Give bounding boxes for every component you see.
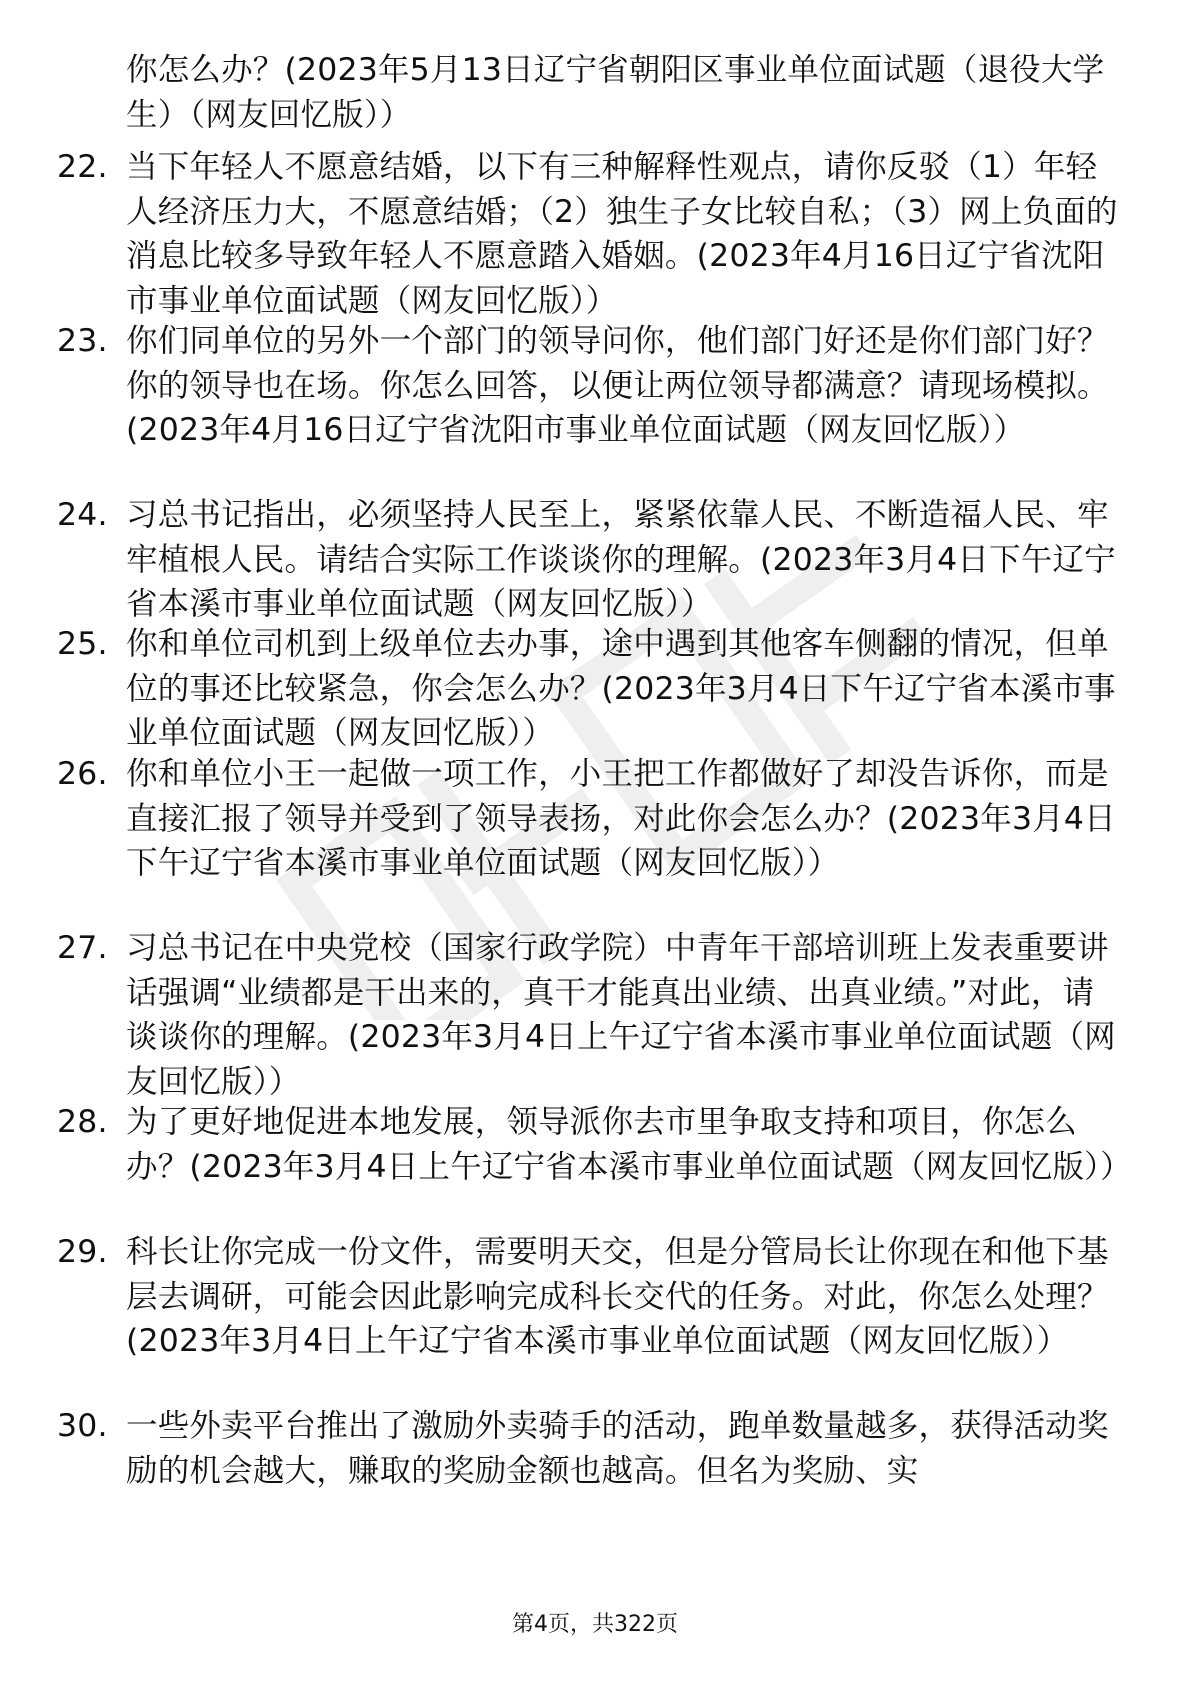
question-number: 27.: [57, 930, 108, 966]
question-number: 30.: [57, 1408, 108, 1444]
question-number: 26.: [57, 756, 108, 792]
question-text: 一些外卖平台推出了激励外卖骑手的活动，跑单数量越多，获得活动奖励的机会越大，赚取的奖励金额也越高。但名为奖励、实: [126, 1408, 1109, 1489]
question-text: 当下年轻人不愿意结婚，以下有三种解释性观点，请你反驳（1）年轻人经济压力大，不愿意结婚；（2）独生子女比较自私；（3）网上负面的消息比较多导致年轻人不愿意踏入婚姻。(2023年4月16日辽宁省沈阳市事业单位面试题（网友回忆版））: [126, 149, 1118, 319]
question-text: 习总书记指出，必须坚持人民至上，紧紧依靠人民、不断造福人民、牢牢植根人民。请结合实际工作谈谈你的理解。(2023年3月4日下午辽宁省本溪市事业单位面试题（网友回忆版））: [126, 497, 1116, 622]
question-text: 为了更好地促进本地发展，领导派你去市里争取支持和项目，你怎么办？(2023年3月4日上午辽宁省本溪市事业单位面试题（网友回忆版））: [126, 1104, 1132, 1185]
page-footer: 第4页，共322页: [512, 1612, 678, 1637]
question-21-continuation: 你怎么办？(2023年5月13日辽宁省朝阳区事业单位面试题（退役大学生）（网友回忆版））: [126, 52, 1105, 133]
question-text: 你们同单位的另外一个部门的领导问你，他们部门好还是你们部门好？你的领导也在场。你怎么回答，以便让两位领导都满意？请现场模拟。(2023年4月16日辽宁省沈阳市事业单位面试题（网友回忆版））: [126, 323, 1109, 448]
question-number: 25.: [57, 626, 108, 662]
question-number: 24.: [57, 497, 108, 533]
question-number: 28.: [57, 1104, 108, 1140]
question-number: 22.: [57, 149, 108, 185]
question-number: 29.: [57, 1234, 108, 1270]
question-text: 习总书记在中央党校（国家行政学院）中青年干部培训班上发表重要讲话强调“业绩都是干出来的，真干才能真出业绩、出真业绩。”对此，请谈谈你的理解。(2023年3月4日上午辽宁省本溪市事业单位面试题（网友回忆版））: [126, 930, 1116, 1100]
question-text: 你和单位小王一起做一项工作，小王把工作都做好了却没告诉你，而是直接汇报了领导并受到了领导表扬，对此你会怎么办？(2023年3月4日下午辽宁省本溪市事业单位面试题（网友回忆版））: [126, 756, 1116, 881]
question-number: 23.: [57, 323, 108, 359]
question-text: 你和单位司机到上级单位去办事，途中遇到其他客车侧翻的情况，但单位的事还比较紧急，你会怎么办？(2023年3月4日下午辽宁省本溪市事业单位面试题（网友回忆版））: [126, 626, 1116, 751]
question-text: 科长让你完成一份文件，需要明天交，但是分管局长让你现在和他下基层去调研，可能会因此影响完成科长交代的任务。对此，你怎么处理？(2023年3月4日上午辽宁省本溪市事业单位面试题（网友回忆版））: [126, 1234, 1109, 1359]
